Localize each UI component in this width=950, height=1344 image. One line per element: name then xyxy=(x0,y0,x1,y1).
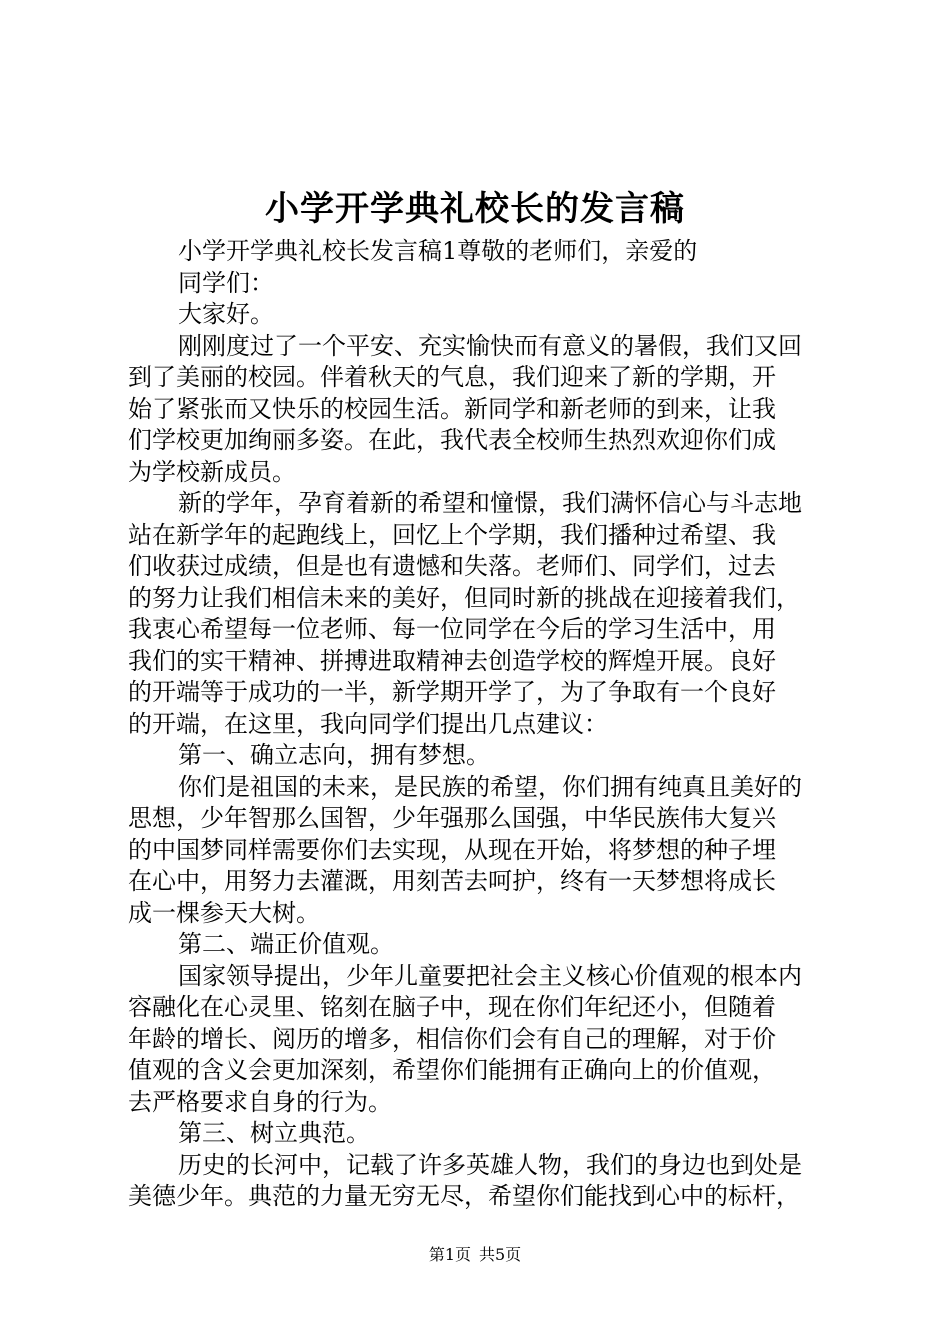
text-line: 大家好。 xyxy=(178,300,274,328)
text-line: 第二、端正价值观。 xyxy=(178,930,394,958)
text-line: 容融化在心灵里、铭刻在脑子中，现在你们年纪还小，但随着 xyxy=(128,993,776,1021)
text-line: 的开端，在这里，我向同学们提出几点建议： xyxy=(128,709,608,738)
text-line: 去严格要求自身的行为。 xyxy=(128,1087,392,1116)
page-number-total: 共5页 xyxy=(479,1245,522,1264)
text-line: 我衷心希望每一位老师、每一位同学在今后的学习生活中，用 xyxy=(128,615,776,643)
text-line: 为学校新成员。 xyxy=(128,457,296,486)
text-line: 国家领导提出，少年儿童要把社会主义核心价值观的根本内 xyxy=(178,961,802,990)
text-line: 新的学年，孕育着新的希望和憧憬，我们满怀信心与斗志地 xyxy=(178,489,802,517)
text-line: 美德少年。典范的力量无穷无尽，希望你们能找到心中的标杆， xyxy=(128,1182,800,1210)
text-line: 第一、确立志向，拥有梦想。 xyxy=(178,741,490,769)
page-number-current: 第1页 xyxy=(428,1245,471,1264)
text-line: 值观的含义会更加深刻，希望你们能拥有正确向上的价值观， xyxy=(128,1056,776,1084)
text-line: 我们的实干精神、拼搏进取精神去创造学校的辉煌开展。良好 xyxy=(128,646,776,675)
text-line: 的中国梦同样需要你们去实现，从现在开始，将梦想的种子埋 xyxy=(128,835,776,864)
document-body xyxy=(128,236,834,1213)
text-line: 成一棵参天大树。 xyxy=(128,898,320,927)
text-line: 第三、树立典范。 xyxy=(178,1119,370,1147)
text-line: 到了美丽的校园。伴着秋天的气息，我们迎来了新的学期，开 xyxy=(128,363,776,391)
text-line: 的努力让我们相信未来的美好，但同时新的挑战在迎接着我们， xyxy=(128,583,800,612)
text-line: 们收获过成绩，但是也有遗憾和失落。老师们、同学们，过去 xyxy=(128,552,776,580)
text-line: 同学们： xyxy=(178,268,274,297)
text-line: 刚刚度过了一个平安、充实愉快而有意义的暑假，我们又回 xyxy=(178,331,802,360)
text-line: 们学校更加绚丽多姿。在此，我代表全校师生热烈欢迎你们成 xyxy=(128,426,776,454)
page-footer xyxy=(0,1244,950,1266)
text-line: 历史的长河中，记载了许多英雄人物，我们的身边也到处是 xyxy=(178,1150,802,1179)
document-title: 小学开学典礼校长的发言稿 xyxy=(265,189,685,229)
text-line: 的开端等于成功的一半，新学期开学了，为了争取有一个良好 xyxy=(128,678,776,706)
text-line: 在心中，用努力去灌溉，用刻苦去呵护，终有一天梦想将成长 xyxy=(128,867,776,895)
text-line: 思想，少年智那么国智，少年强那么国强，中华民族伟大复兴 xyxy=(128,804,776,832)
text-line: 站在新学年的起跑线上，回忆上个学期，我们播种过希望、我 xyxy=(128,520,776,549)
text-line: 小学开学典礼校长发言稿1尊敬的老师们，亲爱的 xyxy=(178,237,698,265)
text-line: 年龄的增长、阅历的增多，相信你们会有自己的理解，对于价 xyxy=(128,1024,776,1053)
text-line: 你们是祖国的未来，是民族的希望，你们拥有纯真且美好的 xyxy=(178,772,802,801)
text-line: 始了紧张而又快乐的校园生活。新同学和新老师的到来，让我 xyxy=(128,394,776,423)
